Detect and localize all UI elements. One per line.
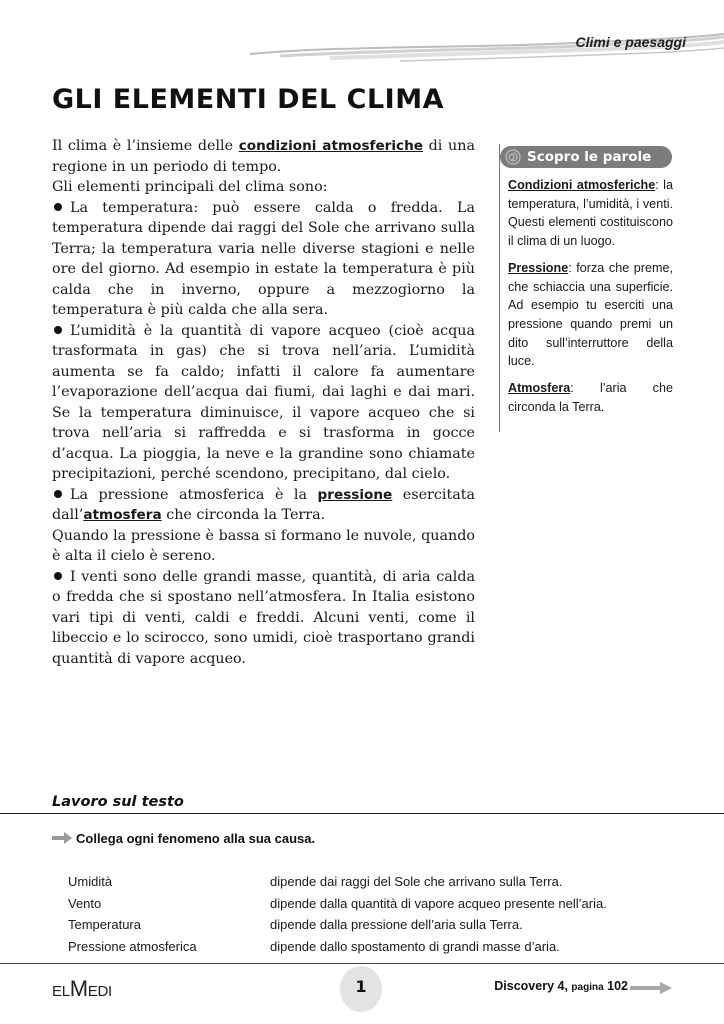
- cause-item[interactable]: dipende dallo spostamento di grandi masse d’aria.: [270, 938, 560, 954]
- glossary-body: [508, 176, 673, 424]
- paragraph-intro: Il clima è l’insieme delle condizioni atmosferiche di una regione in un periodo di tempo.: [52, 138, 475, 175]
- bullet-umidita: L’umidità è la quantità di vapore acqueo (cioè acqua trasformata in gas) che si trova nell’aria. L’umidità aumenta se fa caldo; infatti il calore fa aumentare l’evaporazione dell’acqua dai fiumi, dai laghi e dai mari. Se la temperatura diminuisce, il vapore acqueo che si trova nell’aria si raffredda e si trasforma in gocce d’acqua. La pioggia, la neve e la grandine sono chiamate precipitazioni, perché scendono, precipitano, dal cielo.: [52, 322, 475, 482]
- bullet-icon: [54, 572, 62, 580]
- exercise-instruction: Collega ogni fenomeno alla sua causa.: [52, 831, 315, 846]
- exercise-section-title: Lavoro sul testo: [52, 794, 184, 810]
- spiral-icon: [505, 149, 521, 165]
- paragraph-elements: Gli elementi principali del clima sono:: [52, 179, 328, 195]
- phenomenon-item[interactable]: Umidità: [68, 874, 113, 889]
- phenomenon-item[interactable]: Temperatura: [68, 917, 141, 932]
- main-text: [52, 136, 475, 669]
- glossary-header-label: Scopro le parole: [527, 149, 652, 165]
- book-reference: Discovery 4, pagina 102: [494, 979, 628, 993]
- publisher-logo: ELMEDI: [52, 976, 112, 1001]
- bullet-icon: [54, 490, 62, 498]
- term-condizioni-atmosferiche: condizioni atmosferiche: [238, 138, 423, 154]
- glossary-header: [500, 146, 672, 168]
- paragraph-pressione: Quando la pressione è bassa si formano le nuvole, quando è alta il cielo è sereno.: [52, 527, 475, 564]
- phenomenon-item[interactable]: Vento: [68, 895, 102, 911]
- glossary-entry: Condizioni atmosferiche: la temperatura, l’umidità, i venti. Questi elementi costituiscono il clima di un luogo.: [508, 178, 673, 249]
- glossary-entry: Pressione: forza che preme, che schiaccia una superficie. Ad esempio tu eserciti una pressione quando premi un dito sull’interruttore della luce.: [508, 260, 673, 369]
- page-number: 1: [355, 977, 367, 996]
- bullet-venti: I venti sono delle grandi masse, quantità, di aria calda o fredda che si spostano nell’atmosfera. In Italia esistono vari tipi di venti, caldi e freddi. Alcuni venti, come il libeccio e lo scirocco, sono umidi, cioè trasportano grandi quantità di vapore acqueo.: [52, 568, 475, 667]
- glossary-sidebar: [499, 144, 678, 432]
- glossary-term: Condizioni atmosferiche: [508, 178, 656, 192]
- bullet-icon: [54, 326, 62, 334]
- cause-item[interactable]: dipende dalla quantità di vapore acqueo presente nell’aria.: [270, 895, 607, 911]
- bullet-temperatura: La temperatura: può essere calda o fredda. La temperatura dipende dai raggi del Sole che arrivano sulla Terra; la temperatura varia nelle diverse stagioni e nelle ore del giorno. Ad esempio in estate la temperatura è più calda che in inverno, oppure a mezzogiorno la temperatura è più calda che alla sera.: [52, 199, 475, 318]
- bullet-icon: [54, 203, 62, 211]
- page-number-badge: [340, 966, 382, 1012]
- bullet-pressione: La pressione atmosferica è la pressione esercitata dall’atmosfera che circonda la Terra.: [52, 486, 475, 523]
- glossary-entry: Atmosfera: l’aria che circonda la Terra.: [508, 381, 673, 414]
- section-divider: [0, 813, 724, 814]
- cause-item[interactable]: dipende dai raggi del Sole che arrivano sulla Terra.: [270, 874, 563, 889]
- section-tag: Climi e paesaggi: [575, 34, 686, 50]
- cause-item[interactable]: dipende dalla pressione dell’aria sulla Terra.: [270, 917, 523, 932]
- term-atmosfera: atmosfera: [83, 507, 162, 523]
- arrow-right-icon: [52, 832, 72, 844]
- phenomenon-item[interactable]: Pressione atmosferica: [68, 938, 197, 954]
- page-title: GLI ELEMENTI DEL CLIMA: [52, 84, 444, 115]
- term-pressione: pressione: [317, 486, 393, 503]
- glossary-term: Pressione: [508, 260, 569, 275]
- next-page-arrow-icon[interactable]: [630, 981, 672, 995]
- footer-divider: [0, 963, 724, 964]
- glossary-term: Atmosfera: [508, 381, 571, 396]
